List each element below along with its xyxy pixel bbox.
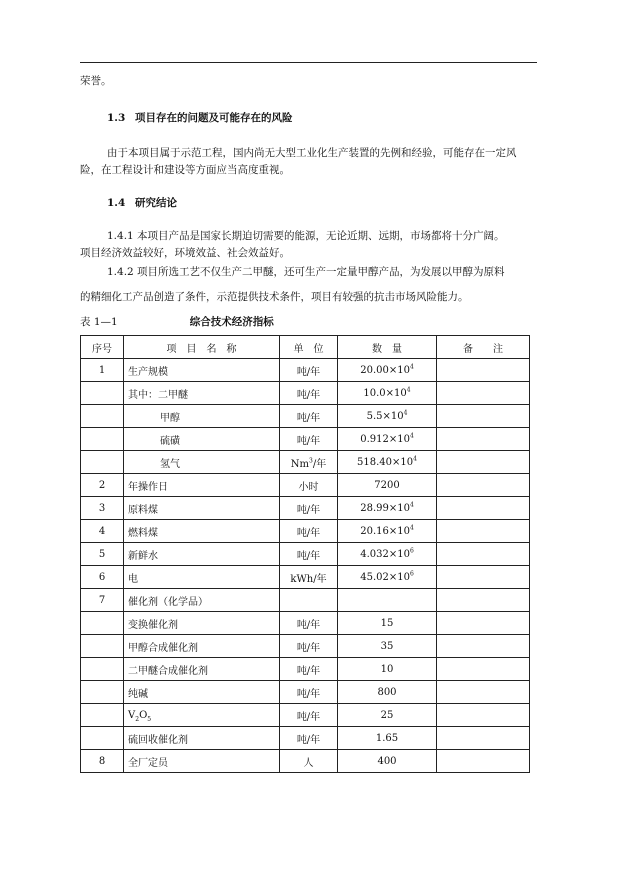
cell-seq: [81, 727, 124, 750]
cell-quantity: $518.40\times 10^4$: [338, 451, 437, 474]
cell-quantity: $5.5\times 10^4$: [338, 405, 437, 428]
table-row: [81, 750, 530, 773]
cell-item: 其中：二甲醚: [124, 382, 280, 405]
section-number: 1.4: [107, 197, 126, 209]
cell-seq: 2: [81, 474, 124, 497]
cell-unit: 人: [280, 750, 338, 773]
cell-seq: [81, 382, 124, 405]
cell-unit: 吨/年: [280, 612, 338, 635]
cell-quantity: 25: [338, 704, 437, 727]
cell-quantity: $4.032\times 10^6$: [338, 543, 437, 566]
cell-remark: [437, 405, 530, 428]
table-row: [81, 405, 530, 428]
table-row: [81, 681, 530, 704]
table-row: [81, 451, 530, 474]
cell-seq: [81, 704, 124, 727]
cell-seq: [81, 658, 124, 681]
table-caption-number: 表 1—1: [80, 316, 118, 328]
paragraph-line: 由于本项目属于示范工程，国内尚无大型工业化生产装置的先例和经验，可能存在一定风: [107, 147, 517, 159]
cell-quantity: 7200: [338, 474, 437, 497]
cell-quantity: 1.65: [338, 727, 437, 750]
technical-economic-index-table: [80, 335, 530, 773]
cell-unit: 吨/年: [280, 543, 338, 566]
header-item: 项 目 名 称: [124, 336, 280, 359]
header-rule: [80, 62, 537, 63]
cell-unit: 吨/年: [280, 681, 338, 704]
cell-remark: [437, 635, 530, 658]
cell-unit: [280, 589, 338, 612]
section-heading-1-4: [107, 196, 177, 210]
cell-item: 二甲醚合成催化剂: [124, 658, 280, 681]
cell-seq: 6: [81, 566, 124, 589]
table-row: [81, 635, 530, 658]
cell-remark: [437, 474, 530, 497]
paragraph-line: 项目经济效益较好，环境效益、社会效益好。: [80, 247, 290, 259]
cell-unit: 吨/年: [280, 658, 338, 681]
cell-item: 全厂定员: [124, 750, 280, 773]
cell-quantity: $0.912\times 10^4$: [338, 428, 437, 451]
cell-remark: [437, 543, 530, 566]
table-row: [81, 359, 530, 382]
section-heading-1-3: [107, 111, 293, 125]
cell-quantity: 10: [338, 658, 437, 681]
table-row: [81, 543, 530, 566]
table-row: [81, 382, 530, 405]
table-row: [81, 589, 530, 612]
header-seq: 序号: [81, 336, 124, 359]
cell-quantity: 15: [338, 612, 437, 635]
table-row: [81, 704, 530, 727]
table-row: [81, 520, 530, 543]
cell-remark: [437, 451, 530, 474]
cell-remark: [437, 520, 530, 543]
table-row: [81, 428, 530, 451]
cell-item: 原料煤: [124, 497, 280, 520]
cell-item: 氢气: [124, 451, 280, 474]
cell-item: 生产规模: [124, 359, 280, 382]
cell-remark: [437, 382, 530, 405]
cell-unit: 小时: [280, 474, 338, 497]
cell-seq: [81, 612, 124, 635]
cell-unit: 吨/年: [280, 727, 338, 750]
header-remark: 备 注: [437, 336, 530, 359]
cell-item: 燃料煤: [124, 520, 280, 543]
cell-unit: 吨/年: [280, 382, 338, 405]
paragraph-line: 1.4.1 本项目产品是国家长期迫切需要的能源，无论近期、远期，市场都将十分广阔。: [107, 230, 505, 242]
cell-item: 年操作日: [124, 474, 280, 497]
cell-seq: [81, 405, 124, 428]
table-caption: [80, 315, 274, 329]
cell-unit: 吨/年: [280, 359, 338, 382]
cell-remark: [437, 428, 530, 451]
cell-unit: 吨/年: [280, 635, 338, 658]
cell-remark: [437, 681, 530, 704]
cell-quantity: 35: [338, 635, 437, 658]
cell-remark: [437, 497, 530, 520]
cell-quantity: [338, 589, 437, 612]
table-row: [81, 566, 530, 589]
cell-unit: 吨/年: [280, 497, 338, 520]
cell-seq: 8: [81, 750, 124, 773]
cell-quantity: $10.0\times 10^4$: [338, 382, 437, 405]
cell-seq: 3: [81, 497, 124, 520]
cell-remark: [437, 359, 530, 382]
cell-seq: 4: [81, 520, 124, 543]
cell-quantity: $20.00\times 10^4$: [338, 359, 437, 382]
cell-item: 催化剂（化学品）: [124, 589, 280, 612]
paragraph-line: 1.4.2 项目所选工艺不仅生产二甲醚，还可生产一定量甲醇产品，为发展以甲醇为原料: [107, 266, 505, 278]
cell-item: 新鲜水: [124, 543, 280, 566]
table-row: [81, 612, 530, 635]
table-row: [81, 658, 530, 681]
cell-unit: kWh/年: [280, 566, 338, 589]
cell-seq: 5: [81, 543, 124, 566]
cell-unit: 吨/年: [280, 405, 338, 428]
table-row: [81, 497, 530, 520]
section-title: 项目存在的问题及可能存在的风险: [135, 112, 293, 124]
cell-seq: 7: [81, 589, 124, 612]
cell-quantity: $45.02\times 10^6$: [338, 566, 437, 589]
cell-unit: 吨/年: [280, 520, 338, 543]
section-number: 1.3: [107, 112, 126, 124]
cell-remark: [437, 727, 530, 750]
cell-item: $V_2O_5$: [124, 704, 280, 727]
continued-text: 荣誉。: [80, 75, 112, 87]
table-row: [81, 474, 530, 497]
section-title: 研究结论: [135, 197, 177, 209]
cell-item: 纯碱: [124, 681, 280, 704]
cell-remark: [437, 750, 530, 773]
table-header-row: [81, 336, 530, 359]
header-quantity: 数 量: [338, 336, 437, 359]
cell-item: 变换催化剂: [124, 612, 280, 635]
cell-remark: [437, 566, 530, 589]
cell-remark: [437, 589, 530, 612]
paragraph-line: 的精细化工产品创造了条件，示范提供技术条件，项目有较强的抗击市场风险能力。: [80, 291, 469, 303]
cell-remark: [437, 704, 530, 727]
cell-quantity: 400: [338, 750, 437, 773]
table-row: [81, 727, 530, 750]
cell-item: 电: [124, 566, 280, 589]
cell-seq: [81, 428, 124, 451]
header-unit: 单 位: [280, 336, 338, 359]
cell-seq: [81, 681, 124, 704]
cell-item: 硫磺: [124, 428, 280, 451]
cell-item: 甲醇: [124, 405, 280, 428]
cell-seq: [81, 635, 124, 658]
cell-quantity: $20.16\times 10^4$: [338, 520, 437, 543]
cell-unit: 吨/年: [280, 704, 338, 727]
cell-remark: [437, 658, 530, 681]
paragraph-line: 险，在工程设计和建设等方面应当高度重视。: [80, 164, 290, 176]
cell-quantity: $28.99\times 10^4$: [338, 497, 437, 520]
cell-seq: 1: [81, 359, 124, 382]
cell-item: 硫回收催化剂: [124, 727, 280, 750]
table-caption-title: 综合技术经济指标: [189, 316, 274, 328]
cell-remark: [437, 612, 530, 635]
cell-quantity: 800: [338, 681, 437, 704]
cell-unit: 吨/年: [280, 428, 338, 451]
cell-seq: [81, 451, 124, 474]
cell-item: 甲醇合成催化剂: [124, 635, 280, 658]
cell-unit: Nm$^3$/年: [280, 451, 338, 474]
